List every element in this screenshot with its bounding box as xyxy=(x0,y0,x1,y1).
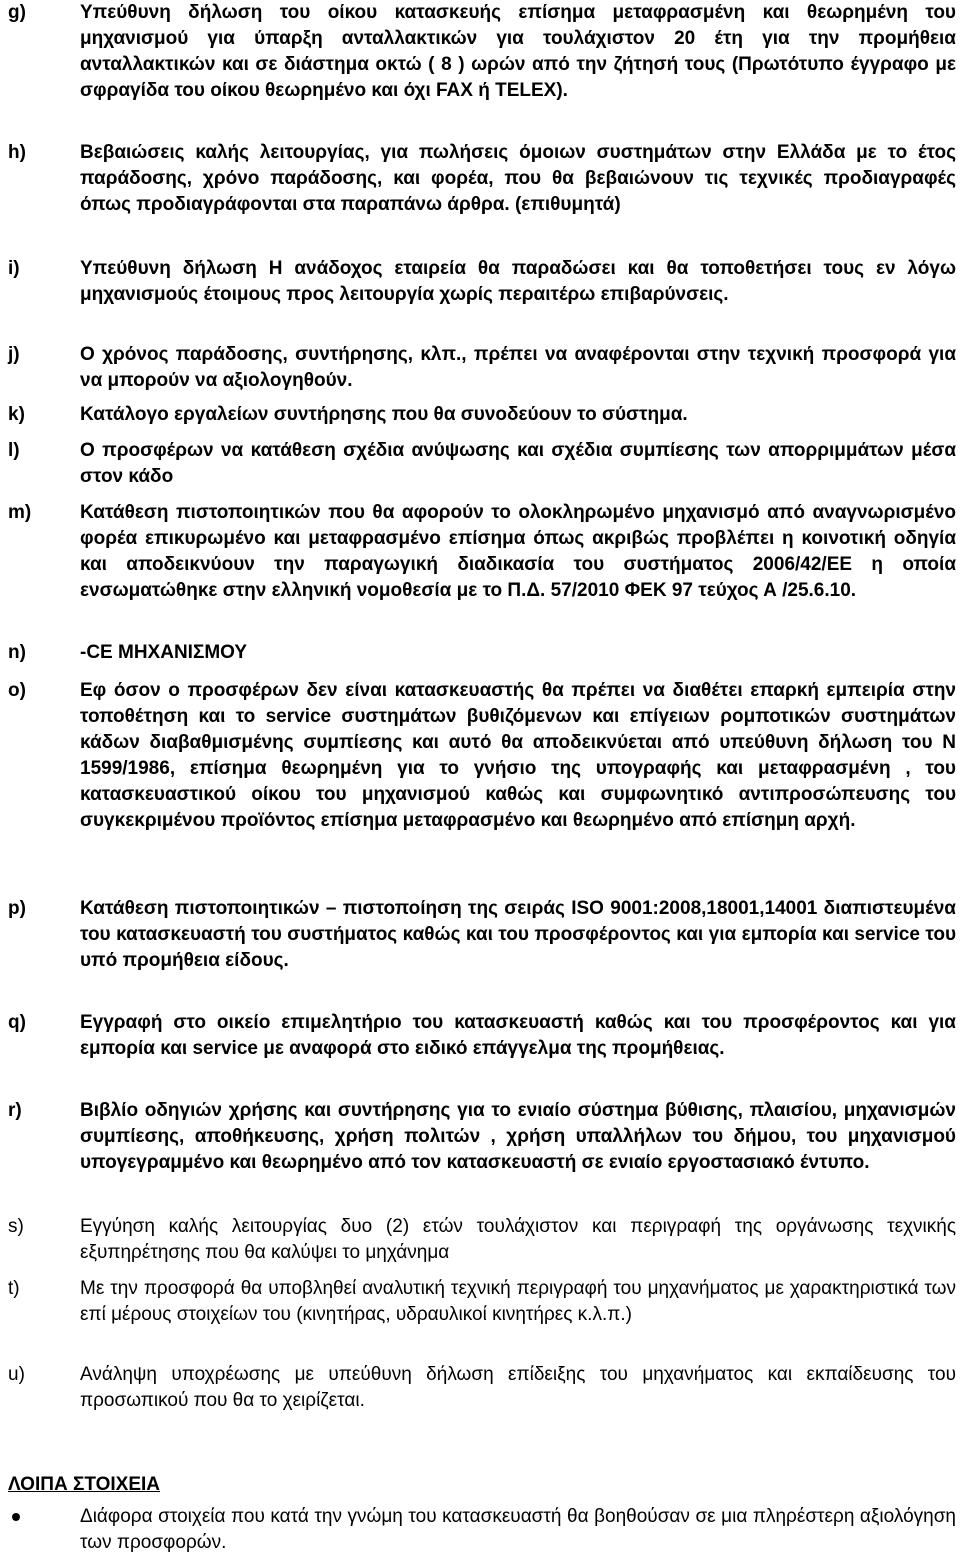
item-label: g) xyxy=(8,2,26,23)
item-label: u) xyxy=(8,1364,25,1385)
item-text: Με την προσφορά θα υποβληθεί αναλυτική τεχνική περιγραφή του μηχανήματος με χαρακτηριστικά των επί μέρους στοιχείων του (κινητήρας, υδραυλικοί κινητήρες κ.λ.π.) xyxy=(80,1278,956,1325)
item-text: Υπεύθυνη δήλωση του οίκου κατασκευής επίσημα μεταφρασμένη και θεωρημένη του μηχανισμού για ύπαρξη ανταλλακτικών για τουλάχιστον 20 έτη για την προμήθεια ανταλλακτικών και σε διάστημα οκτώ ( 8 ) ωρών από την ζήτησή τους (Πρωτότυπο έγγραφο με σφραγίδα του οίκου θεωρημένο και όχι FAX ή TELEX). xyxy=(80,2,956,101)
bullet-icon xyxy=(8,1504,80,1556)
list-item-t xyxy=(8,1276,956,1328)
item-text: Κατάλογο εργαλείων συντήρησης που θα συνοδεύουν το σύστημα. xyxy=(80,404,688,425)
item-label: s) xyxy=(8,1216,24,1237)
item-label: q) xyxy=(8,1012,26,1033)
item-label: l) xyxy=(8,440,20,461)
item-text: Κατάθεση πιστοποιητικών που θα αφορούν το ολοκληρωμένο μηχανισμό από αναγνωρισμένο φορέα επικυρωμένο και μεταφρασμένο επίσημα όπως ακριβώς προβλέπει η κοινοτική οδηγία και αποδεικνύουν την παραγωγική διαδικασία του συστήματος 2006/42/ΕΕ η οποία ενσωματώθηκε στην ελληνική νομοθεσία με το Π.Δ. 57/2010 ΦΕΚ 97 τεύχος Α /25.6.10. xyxy=(80,502,956,601)
bullet-list-item xyxy=(8,1504,956,1556)
item-label: j) xyxy=(8,344,20,365)
list-item-i xyxy=(8,256,956,308)
list-item-q xyxy=(8,1010,956,1062)
list-item-u xyxy=(8,1362,956,1414)
item-text: Βιβλίο οδηγιών χρήσης και συντήρησης για το ενιαίο σύστημα βύθισης, πλαισίου, μηχανισμών συμπίεσης, αποθήκευσης, χρήση πολιτών , χρήση υπαλλήλων του δήμου, του μηχανισμού υπογεγραμμένο και θεωρημένο από τον κατασκευαστή σε ενιαίο εργοστασιακό έντυπο. xyxy=(80,1100,956,1173)
list-item-k xyxy=(8,402,956,428)
item-label: r) xyxy=(8,1100,22,1121)
item-text: Βεβαιώσεις καλής λειτουργίας, για πωλήσεις όμοιων συστημάτων στην Ελλάδα με το έτος παράδοσης, χρόνο παράδοσης, και φορέα, που θα βεβαιώνουν τις τεχνικές προδιαγραφές όπως προδιαγράφονται στα παραπάνω άρθρα. (επιθυμητά) xyxy=(80,142,956,215)
item-label: i) xyxy=(8,258,20,279)
item-text: Εγγραφή στο οικείο επιμελητήριο του κατασκευαστή καθώς και του προσφέροντος και για εμπορία και service με αναφορά στο ειδικό επάγγελμα της προμήθειας. xyxy=(80,1012,956,1059)
list-item-o xyxy=(8,678,956,834)
item-label: n) xyxy=(8,642,26,663)
item-label: p) xyxy=(8,898,26,919)
bullet-text: Διάφορα στοιχεία που κατά την γνώμη του κατασκευαστή θα βοηθούσαν σε μια πληρέστερη αξιολόγηση των προσφορών. xyxy=(80,1506,956,1553)
item-text: Εγγύηση καλής λειτουργίας δυο (2) ετών τουλάχιστον και περιγραφή της οργάνωσης τεχνικής εξυπηρέτησης που θα καλύψει το μηχάνημα xyxy=(80,1216,956,1263)
list-item-n xyxy=(8,640,956,666)
item-label: m) xyxy=(8,502,32,523)
item-text: Κατάθεση πιστοποιητικών – πιστοποίηση της σειράς ISO 9001:2008,18001,14001 διαπιστευμένα του κατασκευαστή του συστήματος καθώς και του προσφέροντος και για εμπορία και service του υπό προμήθεια είδους. xyxy=(80,898,956,971)
list-item-g xyxy=(8,0,956,104)
list-item-l xyxy=(8,438,956,490)
item-label: t) xyxy=(8,1278,20,1299)
item-text: Ο χρόνος παράδοσης, συντήρησης, κλπ., πρέπει να αναφέρονται στην τεχνική προσφορά για να μπορούν να αξιολογηθούν. xyxy=(80,344,956,391)
item-text: Ο προσφέρων να κατάθεση σχέδια ανύψωσης και σχέδια συμπίεσης των απορριμμάτων μέσα στον κάδο xyxy=(80,440,956,487)
list-item-s xyxy=(8,1214,956,1266)
section-heading: ΛΟΙΠΑ ΣΤΟΙΧΕΙΑ xyxy=(8,1474,161,1495)
list-item-p xyxy=(8,896,956,974)
list-item-j xyxy=(8,342,956,394)
item-label: h) xyxy=(8,142,26,163)
item-text: -CE ΜΗΧΑΝΙΣΜΟΥ xyxy=(80,642,248,663)
item-text: Ανάληψη υποχρέωσης με υπεύθυνη δήλωση επίδειξης του μηχανήματος και εκπαίδευσης του προσωπικού που θα το χειρίζεται. xyxy=(80,1364,956,1411)
list-item-r xyxy=(8,1098,956,1176)
list-item-h xyxy=(8,140,956,218)
item-text: Υπεύθυνη δήλωση Η ανάδοχος εταιρεία θα παραδώσει και θα τοποθετήσει τους εν λόγω μηχανισμούς έτοιμους προς λειτουργία χωρίς περαιτέρω επιβαρύνσεις. xyxy=(80,258,956,305)
list-item-m xyxy=(8,500,956,604)
item-label: o) xyxy=(8,680,26,701)
item-label: k) xyxy=(8,404,25,425)
item-text: Εφ όσον ο προσφέρων δεν είναι κατασκευαστής θα πρέπει να διαθέτει επαρκή εμπειρία στην τοποθέτηση και το service συστημάτων βυθιζόμενων και επίγειων ρομποτικών συστημάτων κάδων διαβαθμισμένης συμπίεσης και αυτό θα αποδεικνύεται από υπεύθυνη δήλωση του Ν 1599/1986, επίσημα θεωρημένη για το γνήσιο της υπογραφής και μεταφρασμένη , του κατασκευαστικού οίκου του μηχανισμού καθώς και συμφωνητικό αντιπροσώπευσης του συγκεκριμένου προϊόντος επίσημα μεταφρασμένο και θεωρημένο από επίσημη αρχή. xyxy=(80,680,956,831)
